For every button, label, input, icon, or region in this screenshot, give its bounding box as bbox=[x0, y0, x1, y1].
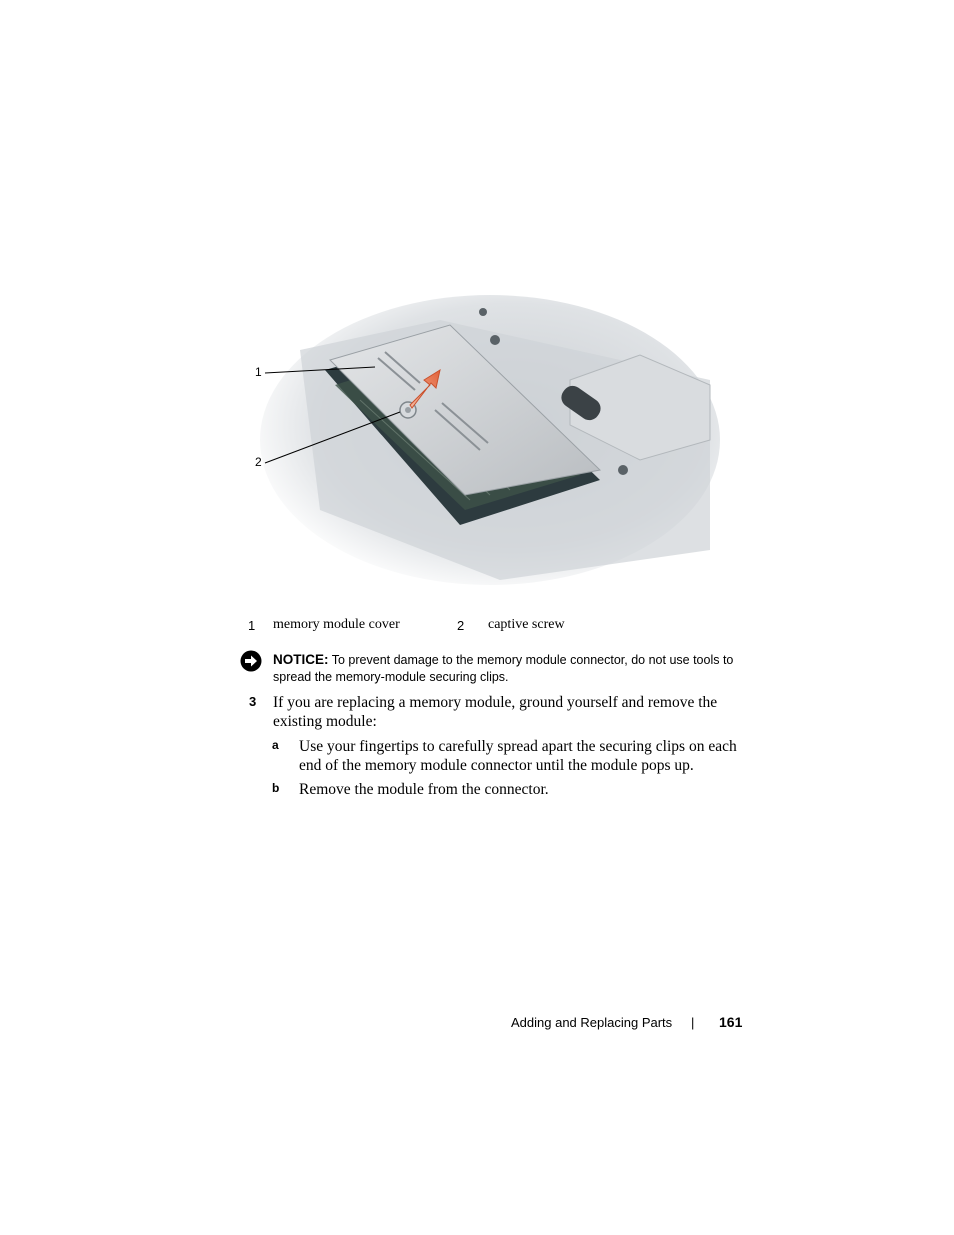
notice-text: To prevent damage to the memory module connector, do not use tools to spread the memory-module securing clips. bbox=[273, 653, 734, 684]
legend-num-1: 1 bbox=[248, 618, 256, 633]
page-number: 161 bbox=[719, 1014, 743, 1030]
notice-arrow-icon bbox=[240, 650, 262, 672]
figure-legend bbox=[0, 617, 954, 637]
notice-block bbox=[273, 651, 743, 686]
substep-text-b: Remove the module from the connector. bbox=[299, 781, 549, 798]
substep-letter-b: b bbox=[272, 781, 280, 795]
step-text: If you are replacing a memory module, ground yourself and remove the existing module: bbox=[273, 694, 718, 730]
legend-text-1: memory module cover bbox=[273, 617, 400, 632]
footer-separator: | bbox=[691, 1015, 695, 1030]
legend-num-2: 2 bbox=[457, 618, 465, 633]
callout-2: 2 bbox=[255, 455, 262, 469]
memory-cover-illustration bbox=[240, 290, 720, 590]
notice-label: NOTICE: bbox=[273, 652, 329, 667]
laptop-bottom-drawing bbox=[240, 290, 720, 590]
callout-1: 1 bbox=[255, 365, 262, 379]
substep-text-a: Use your fingertips to carefully spread apart the securing clips on each end of the memory module connector until the module pops up. bbox=[299, 738, 737, 774]
legend-text-2: captive screw bbox=[488, 617, 565, 632]
footer-section-title: Adding and Replacing Parts bbox=[511, 1015, 673, 1030]
substep-letter-a: a bbox=[272, 738, 279, 752]
step-number: 3 bbox=[249, 694, 257, 709]
